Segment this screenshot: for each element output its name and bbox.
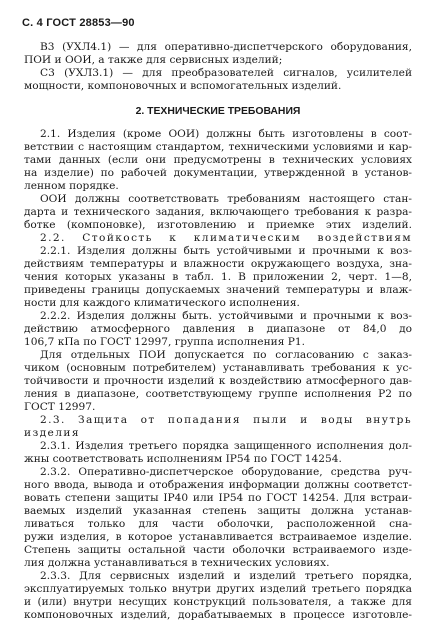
text-line: С3 (УХЛ3.1) — для преобразователей сигналов, усилителей	[40, 67, 412, 79]
text-line: ООИ должны соответствовать требованиям настоящего стан-	[40, 193, 412, 205]
text-line: изделия	[24, 427, 80, 439]
text-line: 2.2.1. Изделия должны быть устойчивыми и прочными к воз-	[40, 245, 412, 257]
text-line: приведены границы допускаемых значений температуры и влаж-	[24, 284, 412, 296]
text-line: 106,7 кПа по ГОСТ 12997, группа исполнения Р1.	[24, 336, 305, 348]
text-line: 2.3.3. Для сервисных изделий и изделий третьего порядка,	[40, 570, 412, 582]
text-line: компоновочных изделий, дорабатываемых в процессе изготовле-	[24, 609, 412, 621]
text-line: эксплуатируемых только внутри других изделий третьего порядка	[24, 583, 412, 595]
text-line: ГОСТ 12997.	[24, 401, 96, 413]
text-line: ружи изделия, в которое устанавливается встраиваемое изделие.	[24, 531, 412, 543]
text-line: ветствии с настоящим стандартом, техническими условиями и кар-	[24, 141, 412, 153]
text-line: 2.1. Изделия (кроме ООИ) должны быть изготовлены в соот-	[40, 128, 412, 140]
text-line: ваемых изделий указанная степень защиты должна устанав-	[24, 505, 412, 517]
text-line: Для отдельных ПОИ допускается по согласованию с заказ-	[40, 349, 412, 361]
text-line: действию атмосферного давления в диапазоне от 84,0 до	[24, 323, 412, 335]
text-line: вовать степени защиты IP40 или IP54 по ГОСТ 14254. Для встраи-	[24, 492, 412, 504]
text-line: 2.3.2. Оперативно-диспетчерское оборудование, средства руч-	[40, 466, 412, 478]
text-line: тами данных (если они предусмотрены в технических условиях	[24, 154, 412, 166]
text-line: 2. ТЕХНИЧЕСКИЕ ТРЕБОВАНИЯ	[135, 106, 301, 117]
text-line: Степень защиты остальной части оболочки встраиваемого изде-	[24, 544, 412, 556]
text-line: ления в диапазоне, соответствующему группе исполнения Р2 по	[24, 388, 412, 400]
text-line: 2.3.1. Изделия третьего порядка защищенного исполнения дол-	[40, 440, 412, 452]
text-line: лия должна устанавливаться в технических условиях.	[24, 557, 330, 569]
text-line: на изделие) по рабочей документации, утвержденной в установ-	[24, 167, 412, 179]
text-line: ного ввода, вывода и отображения информации должны соответст-	[24, 479, 412, 491]
text-line: мощности, компоновочных и вспомогательных изделий.	[24, 80, 342, 92]
text-line: ПОИ и ООИ, а также для сервисных изделий;	[24, 54, 283, 66]
text-line: дарта и технического задания, включающего требования к разра-	[24, 206, 412, 218]
text-line: действиям температуры и влажности окружающего воздуха, зна-	[24, 258, 412, 270]
text-line: чения которых указаны в табл. 1. В приложении 2, черт. 1—8,	[24, 271, 412, 283]
text-line: жны соответствовать исполнениям IP54 по ГОСТ 14254.	[24, 453, 342, 465]
page-header: С. 4 ГОСТ 28853—90	[22, 17, 135, 29]
text-line: тойчивости и прочности изделий к воздействию атмосферного дав-	[24, 375, 412, 387]
text-line: 2.2. Стойкость к климатическим воздействиям	[40, 232, 412, 244]
text-line: ности для каждого климатического исполнения.	[24, 297, 300, 309]
text-line: 2.2.2. Изделия должны быть. устойчивыми и прочными к воз-	[40, 310, 412, 322]
text-line: ботке (компоновке), изготовлению и приемке этих изделий.	[24, 219, 412, 231]
text-line: и (или) внутри несущих конструкций пользователя, а также для	[24, 596, 412, 608]
text-line: ливаться только для части оболочки, расположенной сна-	[24, 518, 412, 530]
text-line: ленном порядке.	[24, 180, 119, 192]
text-line: 2.3. Защита от попадания пыли и воды внутрь	[40, 414, 412, 426]
text-line: чиком (основным потребителем) устанавливать требования к ус-	[24, 362, 412, 374]
text-line: В3 (УХЛ4.1) — для оперативно-диспетчерского оборудования,	[40, 41, 412, 53]
